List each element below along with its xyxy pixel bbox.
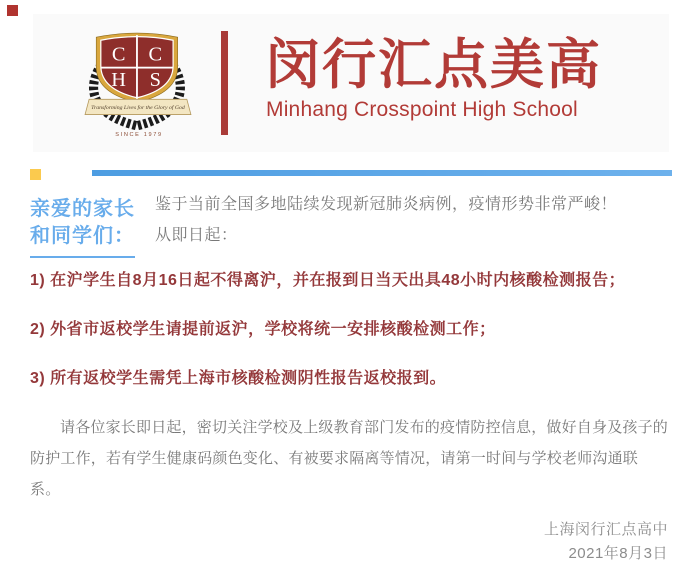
crest-since-text: SINCE 1979 [115, 131, 163, 138]
school-header-banner [33, 14, 669, 152]
crest-letter: C [148, 43, 163, 66]
salutation-line-2: 和同学们： [30, 225, 135, 247]
closing-paragraph: 请各位家长即日起，密切关注学校及上级教育部门发布的疫情防控信息，做好自身及孩子的防护工作，若有学生健康码颜色变化、有被要求隔离等情况，请第一时间与学校老师沟通联系。 [30, 419, 669, 498]
signature-school: 上海闵行汇点高中 [543, 521, 668, 538]
intro-text [155, 189, 617, 251]
signature-block [544, 518, 668, 566]
rule-item: 3) 所有返校学生需凭上海市核酸检测阴性报告返校报到。 [30, 370, 447, 387]
divider-yellow-square [30, 169, 41, 180]
crest-letter: H [111, 68, 126, 91]
salutation-heading [30, 196, 135, 258]
corner-accent-square [7, 5, 18, 16]
intro-line-2: 从即日起： [155, 227, 238, 244]
crest-letter: C [111, 43, 126, 66]
shield-icon [96, 33, 177, 102]
header-divider-bar [221, 31, 228, 135]
ribbon-banner-icon [85, 99, 191, 114]
divider-blue-line [92, 170, 672, 176]
school-title-block [266, 34, 602, 122]
rule-item: 1) 在沪学生自8月16日起不得离沪，并在报到日当天出具48小时内核酸检测报告； [30, 272, 626, 289]
signature-date: 2021年8月3日 [568, 545, 668, 562]
school-name-english: Minhang Crosspoint High School [266, 98, 578, 121]
intro-line-1: 鉴于当前全国多地陆续发现新冠肺炎病例，疫情形势非常严峻！ [155, 196, 618, 213]
school-crest-logo [83, 25, 195, 141]
crest-letter: S [149, 68, 161, 91]
crest-ribbon-text: Transforming Lives for the Glory of God [91, 104, 186, 111]
rules-list [30, 272, 625, 419]
salutation-line-1: 亲爱的家长 [30, 198, 135, 220]
school-name-chinese: 闵行汇点美高 [266, 35, 602, 95]
rule-item: 2) 外省市返校学生请提前返沪，学校将统一安排核酸检测工作； [30, 321, 496, 338]
